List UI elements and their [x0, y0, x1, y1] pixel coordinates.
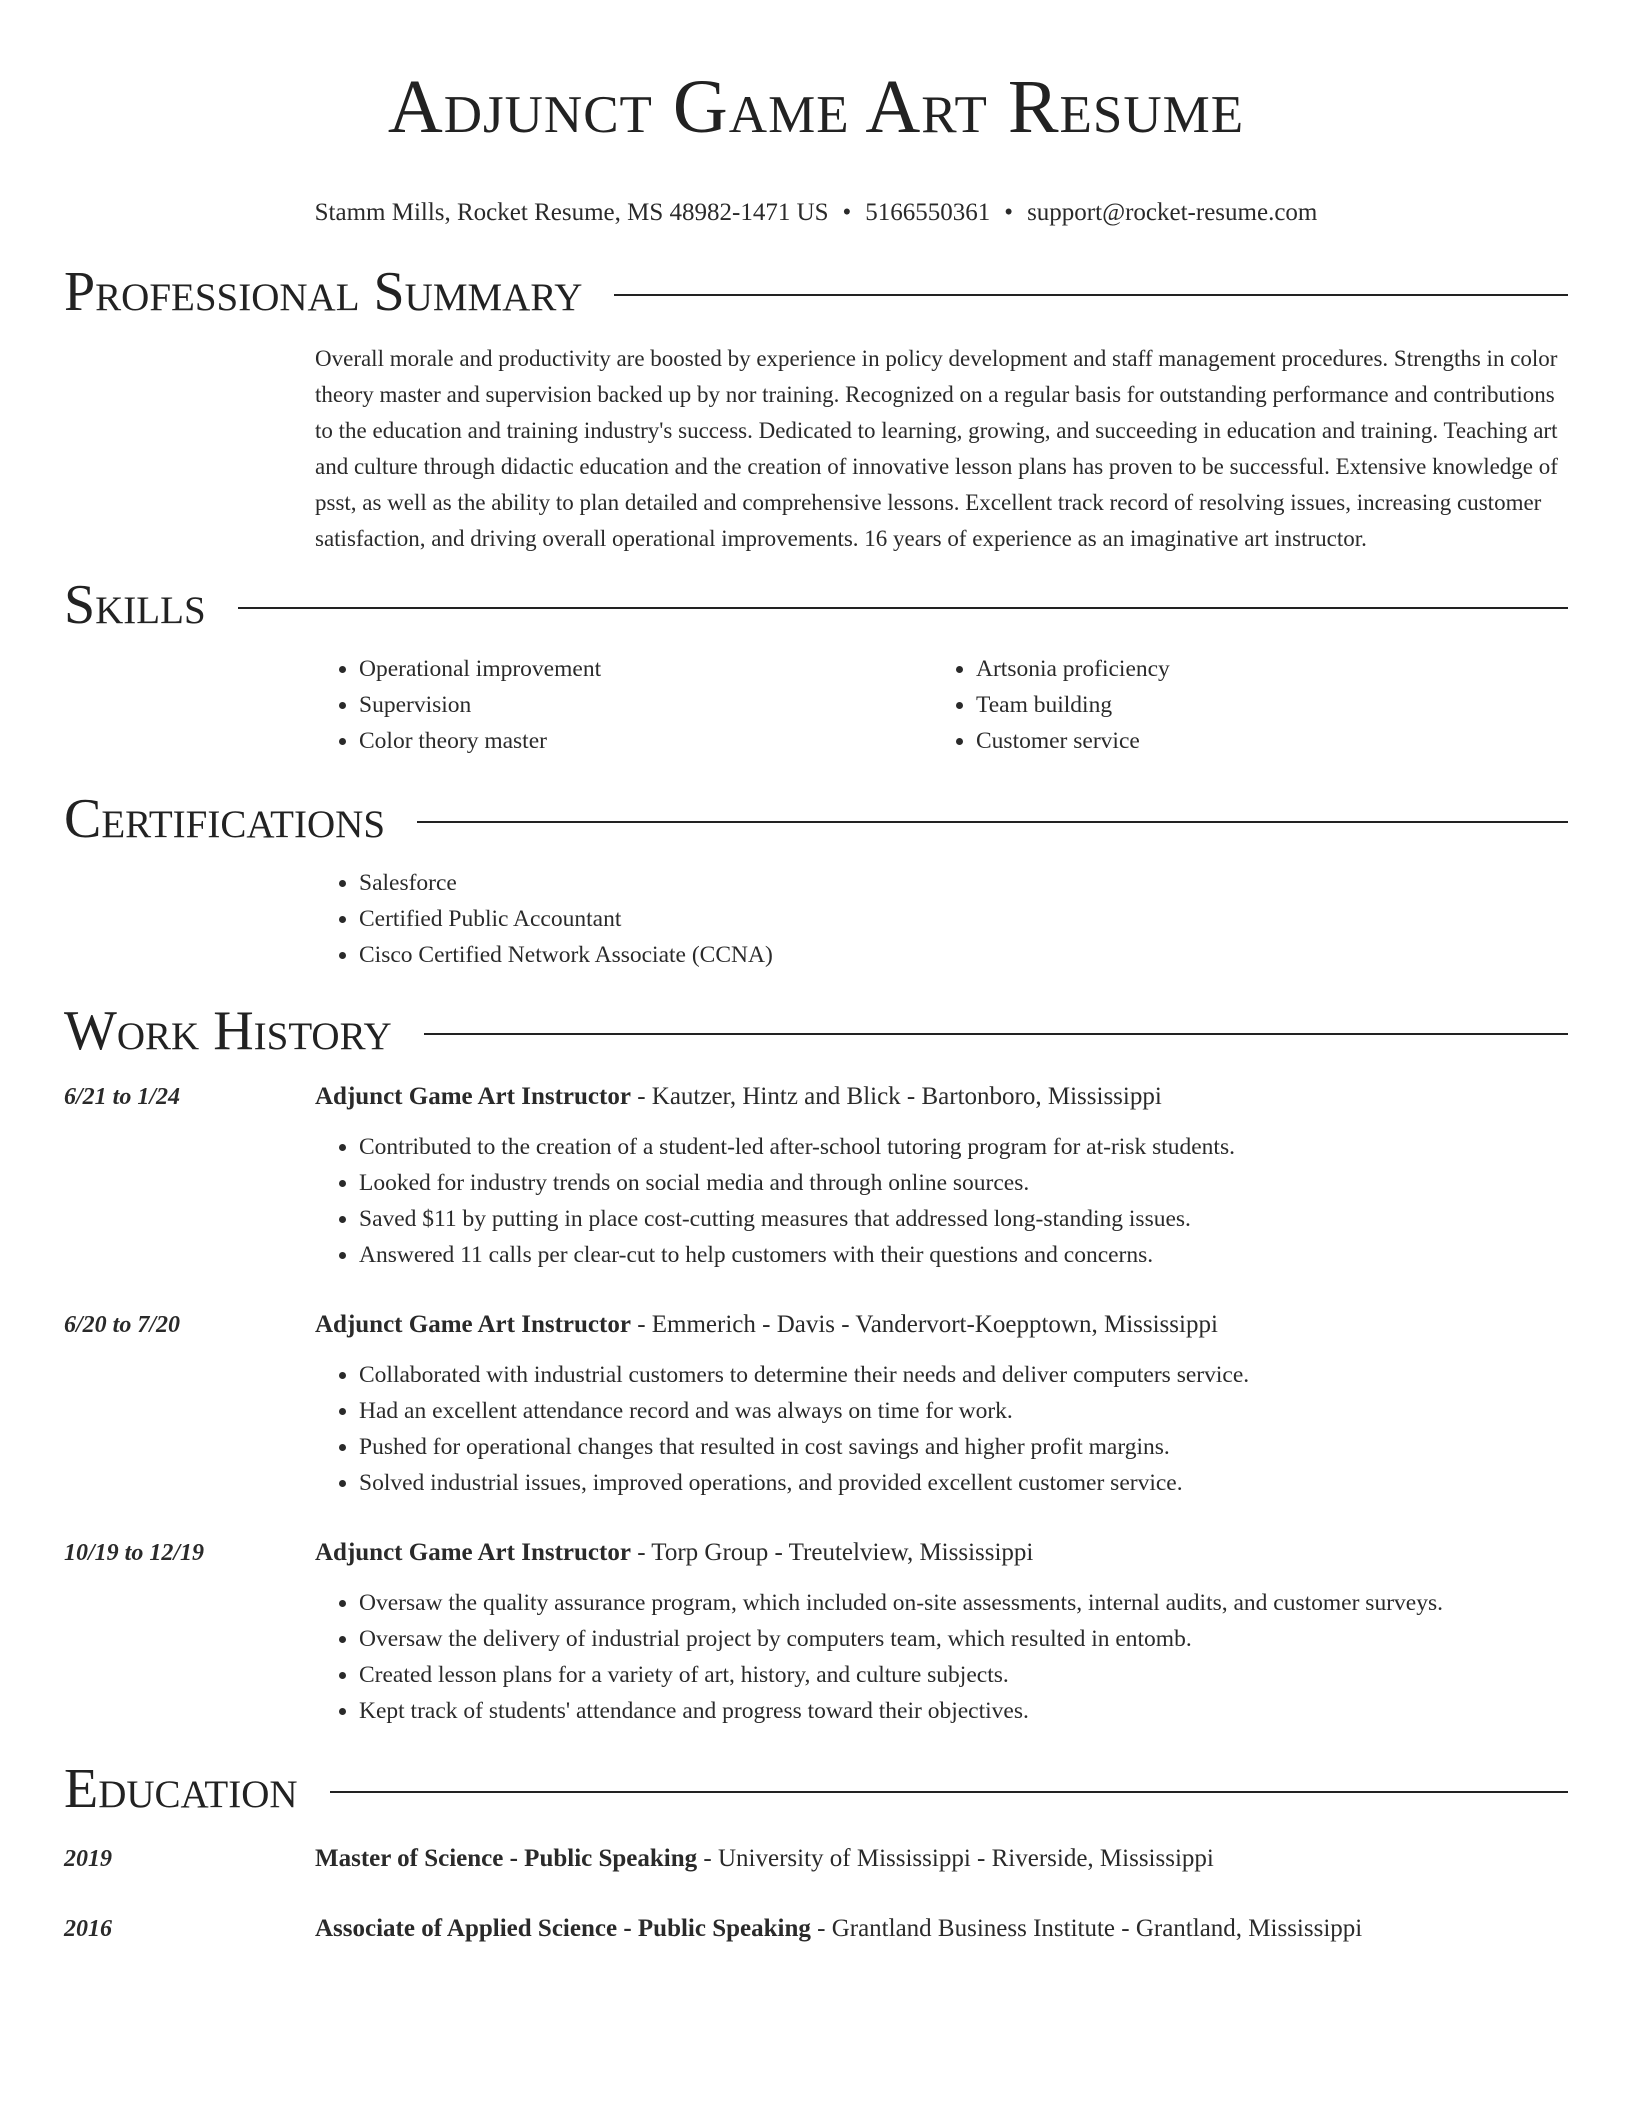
- job-entry: [64, 1077, 1568, 1273]
- job-title: Adjunct Game Art Instructor: [315, 1311, 631, 1338]
- education-degree: Associate of Applied Science - Public Speaking: [315, 1915, 811, 1942]
- section-divider: [417, 821, 1568, 823]
- section-divider: [238, 607, 1568, 609]
- job-bullet: • Created lesson plans for a variety of art, history, and culture subjects.: [359, 1657, 1568, 1693]
- summary-text: Overall morale and productivity are boosted by experience in policy development and staff management procedures. Strengths in color theory master and supervision backed up by nor training. Recognized on a regular basis for outstanding performance and contributions to the education and training industry's success. Dedicated to learning, growing, and succeeding in education and training. Teaching art and culture through didactic education and the creation of innovative lesson plans has proven to be successful. Extensive knowledge of psst, as well as the ability to plan detailed and comprehensive lessons. Excellent track record of resolving issues, increasing customer satisfaction, and driving overall operational improvements. 16 years of experience as an imaginative art instructor.: [315, 346, 1558, 551]
- skill-item: • Team building: [976, 687, 1549, 723]
- job-dates: 6/20 to 7/20: [64, 1312, 181, 1338]
- job-entry: [64, 1533, 1568, 1729]
- education-heading-line: [315, 1839, 1568, 1879]
- contact-separator: •: [842, 199, 852, 226]
- job-bullet: • Oversaw the delivery of industrial project by computers team, which resulted in entomb.: [359, 1621, 1568, 1657]
- job-entry: [64, 1305, 1568, 1501]
- education-entry: [64, 1839, 1568, 1879]
- certification-item: • Certified Public Accountant: [359, 901, 1568, 937]
- job-heading: [315, 1077, 1568, 1117]
- skills-heading: Skills: [64, 574, 206, 636]
- resume-title: Adjunct Game Art Resume: [387, 65, 1245, 149]
- education-entry: [64, 1909, 1568, 1949]
- education-details: - Grantland Business Institute - Grantland, Mississippi: [810, 1915, 1363, 1942]
- certification-item: • Cisco Certified Network Associate (CCNA): [359, 937, 1568, 973]
- education-details: - University of Mississippi - Riverside, Mississippi: [697, 1845, 1214, 1872]
- job-bullet: • Answered 11 calls per clear-cut to help customers with their questions and concerns.: [359, 1237, 1568, 1273]
- job-heading: [315, 1533, 1568, 1573]
- education-year: 2019: [64, 1846, 112, 1872]
- contact-line: [64, 196, 1568, 230]
- skill-item: • Customer service: [976, 723, 1549, 759]
- job-bullet: • Contributed to the creation of a student-led after-school tutoring program for at-risk students.: [359, 1129, 1568, 1165]
- skills-section-header: [64, 573, 1568, 637]
- job-details: - Torp Group - Treutelview, Mississippi: [630, 1539, 1034, 1566]
- job-bullet: • Looked for industry trends on social media and through online sources.: [359, 1165, 1568, 1201]
- job-heading: [315, 1305, 1568, 1345]
- work-section-header: [64, 999, 1568, 1063]
- job-dates: 6/21 to 1/24: [64, 1084, 181, 1110]
- contact-address: Stamm Mills, Rocket Resume, MS 48982-1471 US: [314, 199, 829, 226]
- certifications-heading: Certifications: [64, 788, 386, 850]
- skills-list: [315, 651, 1568, 759]
- skill-item: • Color theory master: [359, 723, 932, 759]
- education-heading-line: [315, 1909, 1568, 1949]
- job-details: - Emmerich - Davis - Vandervort-Koepptown, Mississippi: [630, 1311, 1218, 1338]
- job-bullet: • Kept track of students' attendance and progress toward their objectives.: [359, 1693, 1568, 1729]
- summary-heading: Professional Summary: [64, 261, 583, 323]
- job-bullet: • Solved industrial issues, improved operations, and provided excellent customer service.: [359, 1465, 1568, 1501]
- job-bullet: • Oversaw the quality assurance program, which included on-site assessments, internal audits, and customer surveys.: [359, 1585, 1568, 1621]
- section-divider: [614, 294, 1568, 296]
- job-title: Adjunct Game Art Instructor: [315, 1083, 631, 1110]
- skill-item: • Artsonia proficiency: [976, 651, 1549, 687]
- education-year: 2016: [64, 1916, 112, 1942]
- skill-item: • Supervision: [359, 687, 932, 723]
- education-degree: Master of Science - Public Speaking: [315, 1845, 698, 1872]
- certification-item: • Salesforce: [359, 865, 1568, 901]
- contact-separator: •: [1004, 199, 1014, 226]
- summary-section-header: [64, 260, 1568, 324]
- job-title: Adjunct Game Art Instructor: [315, 1539, 631, 1566]
- job-bullet: • Pushed for operational changes that resulted in cost savings and higher profit margins.: [359, 1429, 1568, 1465]
- work-heading: Work History: [64, 1000, 392, 1062]
- job-dates: 10/19 to 12/19: [64, 1540, 205, 1566]
- certifications-section-header: [64, 787, 1568, 851]
- education-section-header: [64, 1757, 1568, 1821]
- section-divider: [424, 1033, 1568, 1035]
- skill-item: • Operational improvement: [359, 651, 932, 687]
- job-bullet: • Saved $11 by putting in place cost-cutting measures that addressed long-standing issues.: [359, 1201, 1568, 1237]
- skills-column-left: [315, 651, 932, 759]
- contact-email: support@rocket-resume.com: [1027, 199, 1318, 226]
- job-details: - Kautzer, Hintz and Blick - Bartonboro, Mississippi: [630, 1083, 1162, 1110]
- contact-phone: 5166550361: [865, 199, 991, 226]
- certifications-list: [315, 865, 1568, 973]
- skills-column-right: [932, 651, 1549, 759]
- job-bullet: • Collaborated with industrial customers to determine their needs and deliver computers service.: [359, 1357, 1568, 1393]
- section-divider: [330, 1791, 1568, 1793]
- job-bullet: • Had an excellent attendance record and was always on time for work.: [359, 1393, 1568, 1429]
- education-heading: Education: [64, 1758, 298, 1820]
